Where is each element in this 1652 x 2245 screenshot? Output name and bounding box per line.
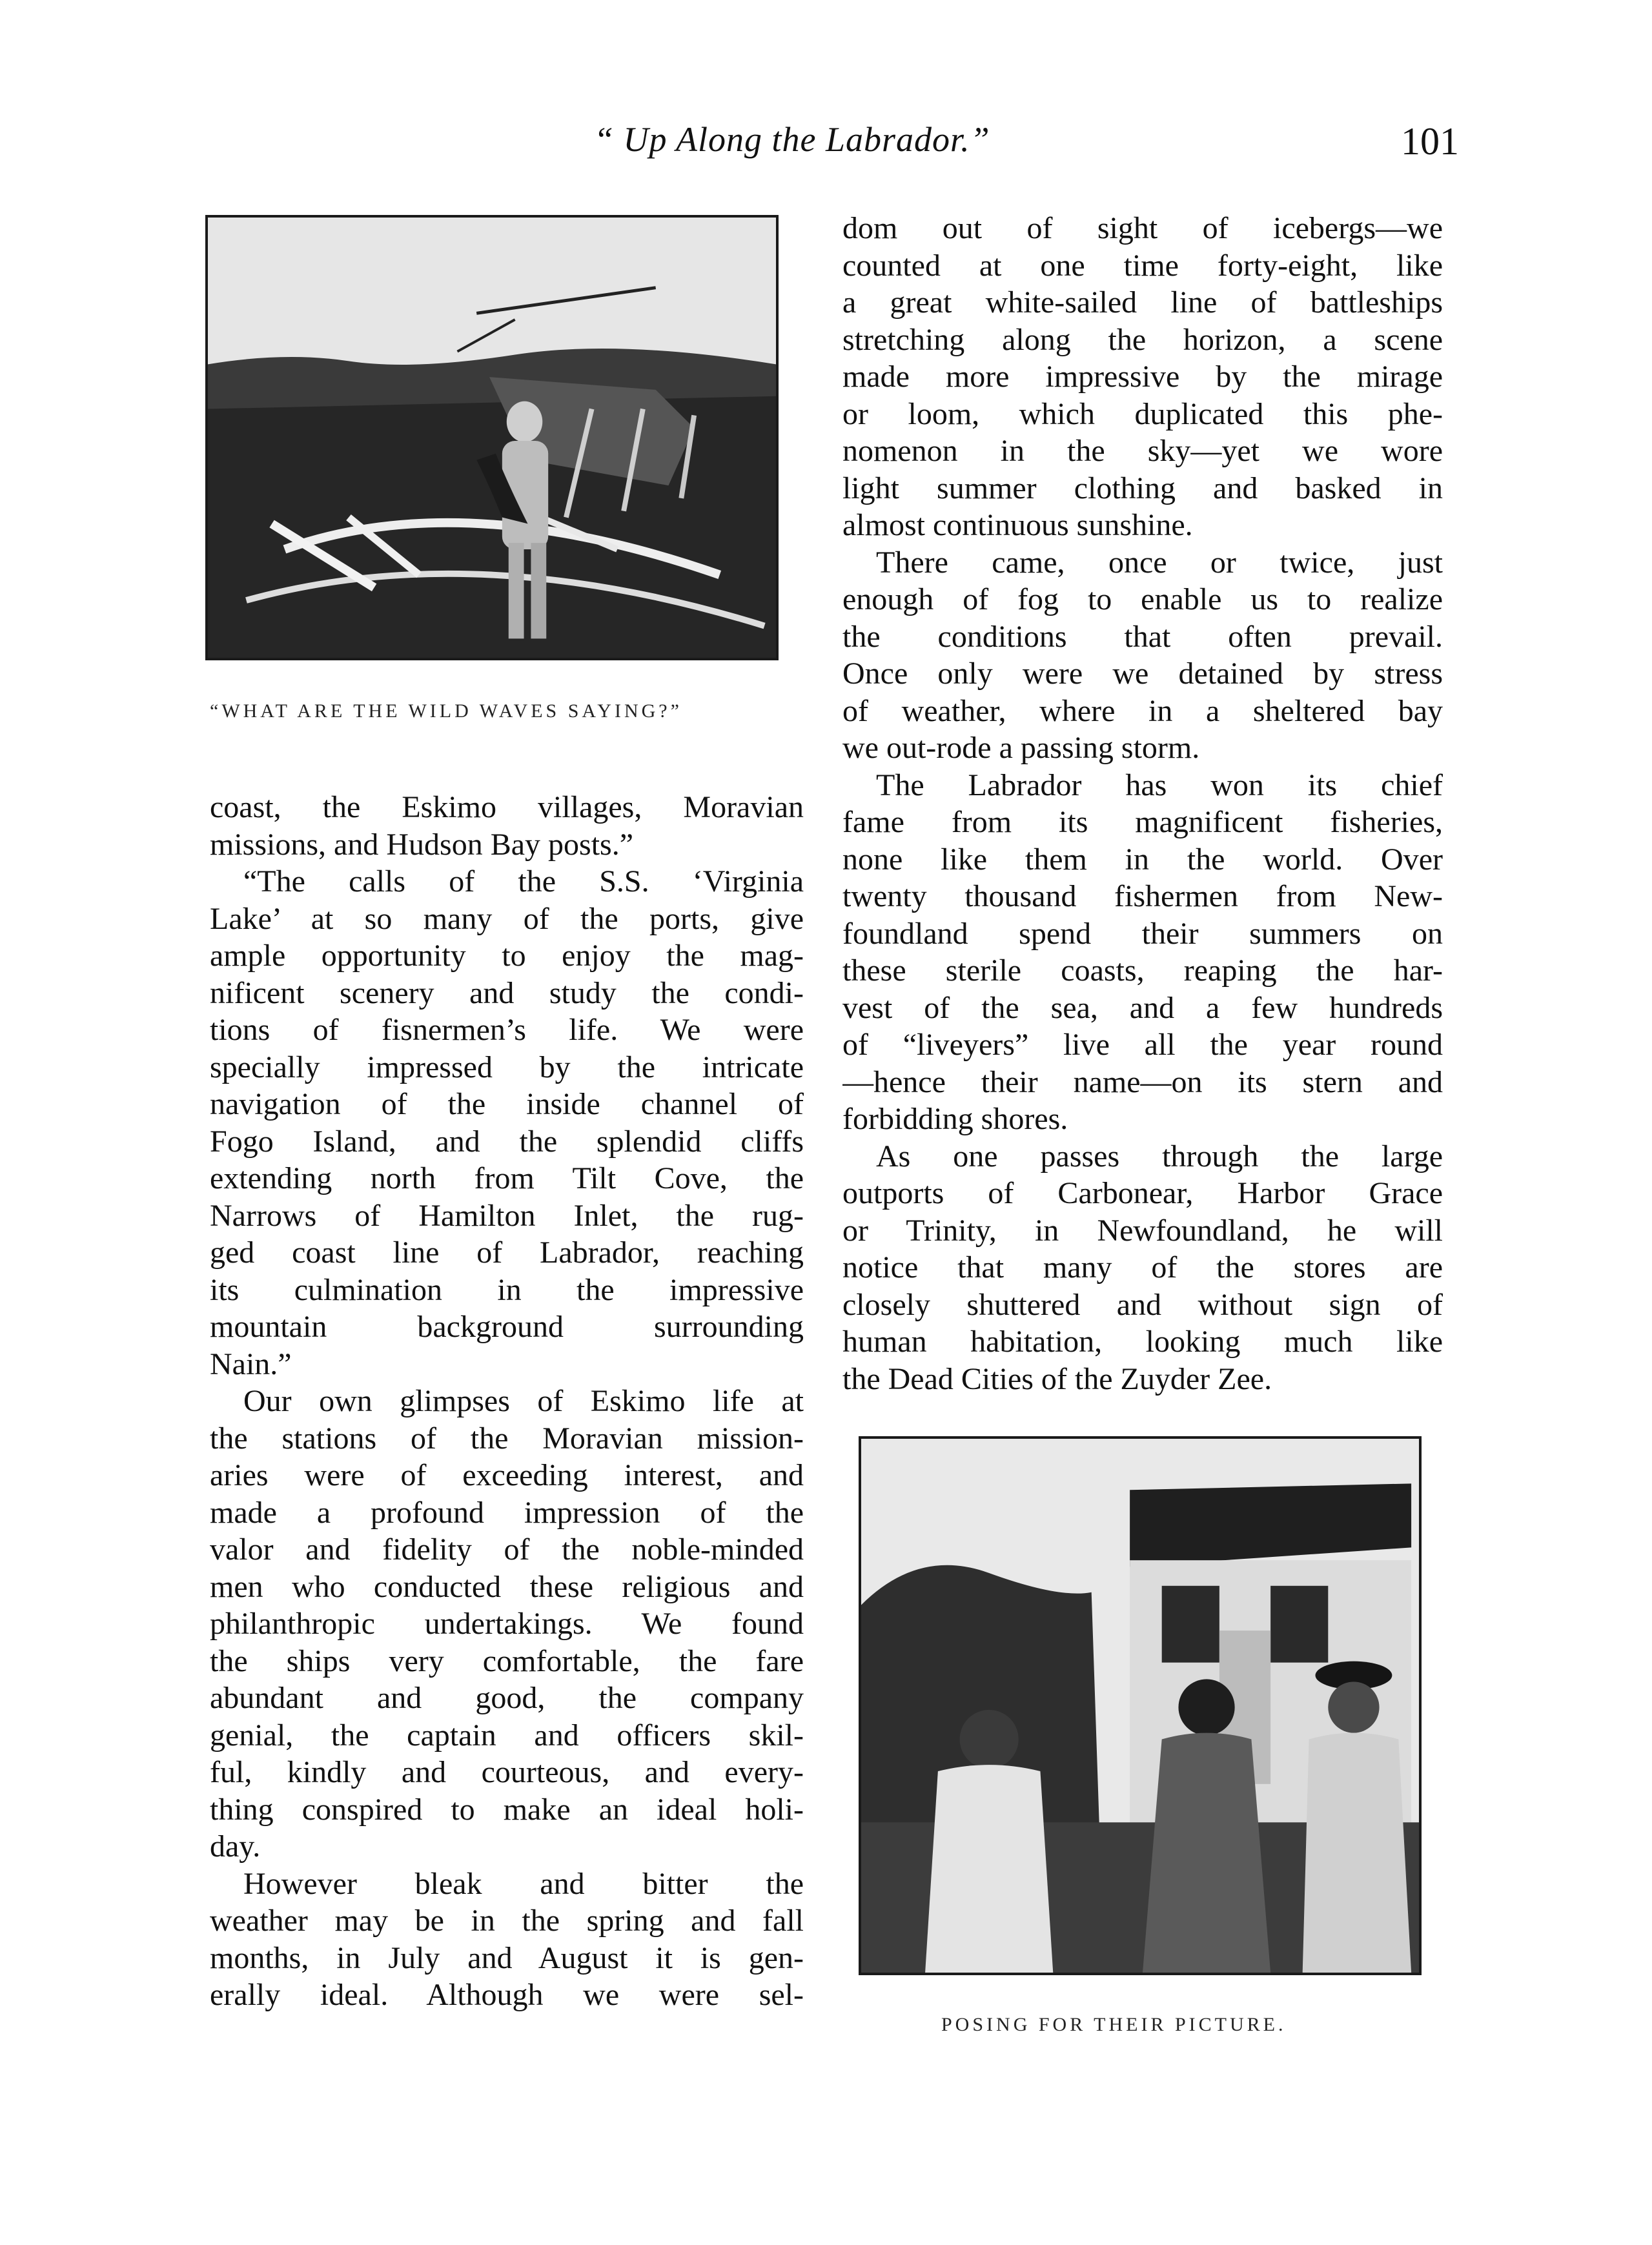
text-line: enough of fog to enable us to realize: [842, 582, 1443, 616]
text-line: thing conspired to make an ideal holi-: [210, 1792, 804, 1827]
text-line: Narrows of Hamilton Inlet, the rug-: [210, 1198, 804, 1233]
text-line: twenty thousand fishermen from New-: [842, 879, 1443, 913]
text-line: The Labrador has won its chief: [876, 767, 1443, 802]
text-line: “The calls of the S.S. ‘Virginia: [243, 864, 804, 899]
text-line: the Dead Cities of the Zuyder Zee.: [842, 1361, 1272, 1396]
text-line: or loom, which duplicated this phe-: [842, 396, 1443, 431]
text-line: human habitation, looking much like: [842, 1325, 1443, 1359]
text-line: Fogo Island, and the splendid cliffs: [210, 1124, 804, 1159]
right-column: [842, 210, 1443, 1397]
caption-wild-waves: “WHAT ARE THE WILD WAVES SAYING?”: [210, 700, 682, 722]
text-line: philanthropic undertakings. We found: [210, 1607, 804, 1641]
text-line: the ships very comfortable, the fare: [210, 1643, 804, 1678]
text-line: or Trinity, in Newfoundland, he will: [842, 1213, 1443, 1248]
text-line: fame from its magnificent fisheries,: [842, 805, 1443, 839]
text-line: almost continuous sunshine.: [842, 508, 1193, 542]
text-line: made more impressive by the mirage: [842, 360, 1443, 394]
photo-posing: [859, 1436, 1422, 1975]
text-line: light summer clothing and basked in: [842, 471, 1443, 505]
text-line: men who conducted these religious and: [210, 1569, 804, 1604]
photo-wild-waves-image: [208, 218, 776, 658]
text-line: notice that many of the stores are: [842, 1250, 1443, 1285]
photo-wild-waves: [205, 215, 779, 660]
text-line: extending north from Tilt Cove, the: [210, 1161, 804, 1195]
text-line: Nain.”: [210, 1346, 292, 1381]
text-line: tions of fisnermen’s life. We were: [210, 1013, 804, 1047]
text-line: erally ideal. Although we were sel-: [210, 1978, 804, 2012]
text-line: the stations of the Moravian mission-: [210, 1421, 804, 1456]
text-line: outports of Carbonear, Harbor Grace: [842, 1176, 1443, 1210]
text-line: dom out of sight of icebergs—we: [842, 211, 1443, 245]
text-line: a great white-sailed line of battleships: [842, 285, 1443, 320]
text-line: made a profound impression of the: [210, 1495, 804, 1530]
text-line: As one passes through the large: [876, 1139, 1443, 1173]
text-line: missions, and Hudson Bay posts.”: [210, 827, 634, 862]
text-line: we out-rode a passing storm.: [842, 731, 1200, 765]
text-line: —hence their name—on its stern and: [842, 1064, 1443, 1099]
text-line: counted at one time forty-eight, like: [842, 248, 1443, 283]
text-line: abundant and good, the company: [210, 1681, 804, 1715]
text-line: ful, kindly and courteous, and every-: [210, 1755, 804, 1789]
text-line: However bleak and bitter the: [243, 1866, 804, 1901]
running-title: “ Up Along the Labrador.”: [594, 120, 990, 159]
text-line: navigation of the inside channel of: [210, 1087, 804, 1121]
text-line: Our own glimpses of Eskimo life at: [243, 1384, 804, 1418]
text-line: vest of the sea, and a few hundreds: [842, 990, 1443, 1025]
text-line: the conditions that often prevail.: [842, 619, 1443, 654]
text-line: nomenon in the sky—yet we wore: [842, 434, 1443, 468]
text-line: forbidding shores.: [842, 1102, 1068, 1136]
caption-posing: POSING FOR THEIR PICTURE.: [941, 2014, 1287, 2035]
text-line: Lake’ at so many of the ports, give: [210, 901, 804, 936]
text-line: specially impressed by the intricate: [210, 1050, 804, 1084]
text-line: none like them in the world. Over: [842, 842, 1443, 877]
text-line: Once only were we detained by stress: [842, 656, 1443, 691]
text-line: of weather, where in a sheltered bay: [842, 693, 1443, 728]
text-line: of “liveyers” live all the year round: [842, 1028, 1443, 1062]
text-line: weather may be in the spring and fall: [210, 1904, 804, 1938]
left-column: [210, 789, 804, 2014]
text-line: months, in July and August it is gen-: [210, 1940, 804, 1975]
page-number: 101: [1401, 120, 1459, 163]
text-line: closely shuttered and without sign of: [842, 1287, 1443, 1322]
text-line: ample opportunity to enjoy the mag-: [210, 939, 804, 973]
text-line: nificent scenery and study the condi-: [210, 975, 804, 1010]
text-line: There came, once or twice, just: [876, 545, 1443, 580]
text-line: aries were of exceeding interest, and: [210, 1458, 804, 1492]
text-line: day.: [210, 1829, 261, 1864]
text-line: genial, the captain and officers skil-: [210, 1718, 804, 1752]
text-line: its culmination in the impressive: [210, 1272, 804, 1307]
text-line: ged coast line of Labrador, reaching: [210, 1235, 804, 1270]
text-line: mountain background surrounding: [210, 1310, 804, 1344]
text-line: foundland spend their summers on: [842, 916, 1443, 951]
text-line: these sterile coasts, reaping the har-: [842, 953, 1443, 988]
photo-posing-image: [861, 1439, 1419, 1973]
text-line: coast, the Eskimo villages, Moravian: [210, 790, 804, 824]
text-line: stretching along the horizon, a scene: [842, 322, 1443, 357]
text-line: valor and fidelity of the noble-minded: [210, 1532, 804, 1567]
